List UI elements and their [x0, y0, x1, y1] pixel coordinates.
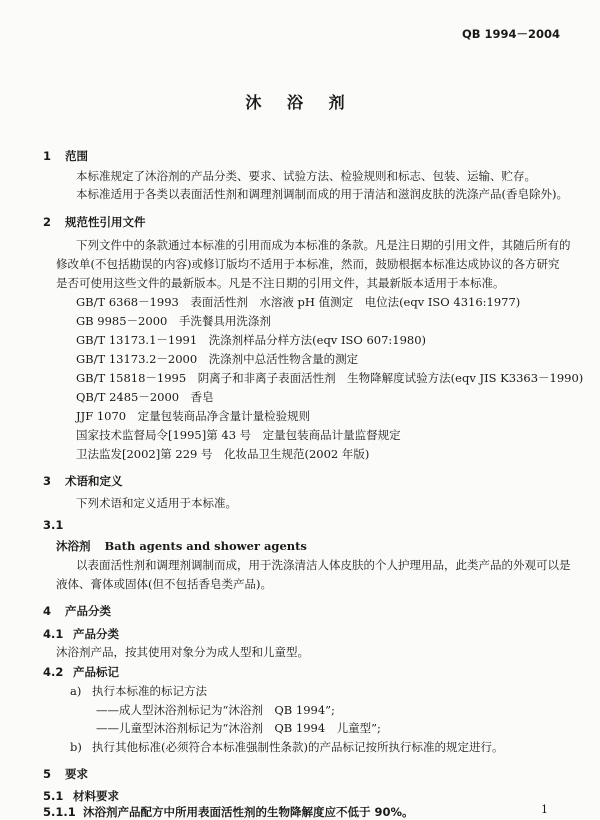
reference-item: GB/T 13173.1－1991 洗涤剂样品分样方法(eqv ISO 607:1980)	[76, 333, 427, 347]
section-title: 术语和定义	[65, 474, 123, 488]
document-title: 沐 浴 剂	[245, 93, 355, 112]
subsection-title: 材料要求	[73, 789, 119, 803]
subsection-title: 产品标记	[73, 665, 119, 679]
reference-item: QB/T 2485－2000 香皂	[76, 390, 214, 404]
paragraph: 本标准适用于各类以表面活性剂和调理剂调制而成的用于清洁和滋润皮肤的洗涤产品(香皂除外)。	[76, 187, 568, 201]
section-number: 4	[43, 604, 52, 618]
paragraph: 沐浴剂产品，按其使用对象分为成人型和儿童型。	[56, 645, 309, 659]
term-english: Bath agents and shower agents	[104, 539, 307, 553]
term-definition: 液体、膏体或固体(但不包括香皂类产品)。	[56, 577, 272, 591]
section-number: 3	[43, 474, 52, 488]
paragraph: 本标准规定了沐浴剂的产品分类、要求、试验方法、检验规则和标志、包装、运输、贮存。	[76, 169, 536, 183]
section-title: 规范性引用文件	[65, 215, 146, 229]
subsection-number: 5.1	[43, 789, 64, 803]
term-chinese: 沐浴剂	[56, 539, 91, 553]
paragraph: 下列术语和定义适用于本标准。	[76, 496, 237, 510]
subsection-4-2-heading	[43, 664, 119, 680]
reference-item: GB 9985－2000 手洗餐具用洗涤剂	[76, 314, 271, 328]
clause-number: 5.1.1	[43, 805, 76, 819]
subsection-4-1-heading	[43, 626, 119, 642]
list-marker: b)	[70, 740, 82, 754]
section-1-heading	[43, 148, 88, 164]
section-number: 5	[43, 767, 52, 781]
standard-number: QB 1994－2004	[461, 27, 560, 41]
section-5-heading	[43, 766, 88, 782]
reference-item: 国家技术监督局令[1995]第 43 号 定量包装商品计量监督规定	[76, 428, 401, 442]
subsection-number: 4.1	[43, 627, 64, 641]
reference-item: GB/T 13173.2－2000 洗涤剂中总活性物含量的测定	[76, 352, 359, 366]
paragraph: 是否可使用这些文件的最新版本。凡是不注日期的引用文件，其最新版本适用于本标准。	[56, 276, 505, 290]
term-entry	[56, 538, 307, 554]
list-text: 执行本标准的标记方法	[92, 684, 207, 698]
list-item-a	[70, 683, 207, 699]
reference-item: GB/T 6368－1993 表面活性剂 水溶液 pH 值测定 电位法(eqv ISO 4316:1977)	[76, 295, 521, 309]
section-4-heading	[43, 603, 111, 619]
dash-item: ——儿童型沐浴剂标记为“沐浴剂 QB 1994 儿童型”;	[96, 721, 381, 735]
page-number: 1	[541, 803, 548, 816]
clause-5-1-1	[43, 804, 414, 820]
section-number: 1	[43, 149, 52, 163]
reference-item: 卫法监发[2002]第 229 号 化妆品卫生规范(2002 年版)	[76, 447, 370, 461]
section-3-heading	[43, 473, 123, 489]
section-2-heading	[43, 214, 146, 230]
list-text: 执行其他标准(必须符合本标准强制性条款)的产品标记按所执行标准的规定进行。	[92, 740, 504, 754]
subsection-title: 产品分类	[73, 627, 119, 641]
dash-item: ——成人型沐浴剂标记为“沐浴剂 QB 1994”;	[96, 703, 335, 717]
list-marker: a)	[70, 684, 82, 698]
section-title: 范围	[65, 149, 88, 163]
reference-item: GB/T 15818－1995 阴离子和非离子表面活性剂 生物降解度试验方法(eqv JIS K3363－1990)	[76, 371, 584, 385]
paragraph: 下列文件中的条款通过本标准的引用而成为本标准的条款。凡是注日期的引用文件，其随后所有的	[76, 238, 571, 252]
subsection-3-1-number: 3.1	[43, 518, 64, 532]
reference-item: JJF 1070 定量包装商品净含量计量检验规则	[76, 409, 311, 423]
subsection-5-1-heading	[43, 788, 119, 804]
section-title: 要求	[65, 767, 88, 781]
paragraph: 修改单(不包括勘误的内容)或修订版均不适用于本标准，然而，鼓励根据本标准达成协议的各方研究	[56, 257, 560, 271]
list-item-b	[70, 739, 503, 755]
clause-text: 沐浴剂产品配方中所用表面活性剂的生物降解度应不低于 90%。	[83, 805, 414, 819]
section-number: 2	[43, 215, 52, 229]
term-definition: 以表面活性剂和调理剂调制而成，用于洗涤清洁人体皮肤的个人护理用品，此类产品的外观可以是	[76, 558, 571, 572]
subsection-number: 4.2	[43, 665, 64, 679]
section-title: 产品分类	[65, 604, 111, 618]
